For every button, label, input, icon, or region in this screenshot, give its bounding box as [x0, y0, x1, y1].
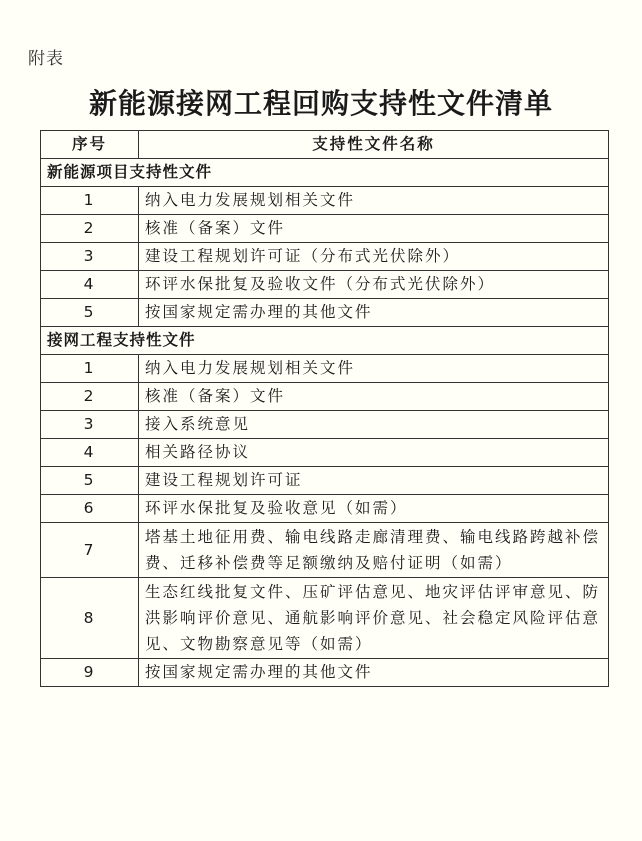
- row-number: 6: [41, 495, 139, 523]
- row-number: 2: [41, 383, 139, 411]
- row-number: 1: [41, 187, 139, 215]
- row-number: 5: [41, 299, 139, 327]
- row-number: 9: [41, 659, 139, 687]
- header-document-name: 支持性文件名称: [139, 131, 609, 159]
- row-text: 环评水保批复及验收意见（如需）: [139, 495, 609, 523]
- table-row: [41, 187, 609, 215]
- row-number: 4: [41, 271, 139, 299]
- page-title: 新能源接网工程回购支持性文件清单: [88, 87, 553, 120]
- row-text: 建设工程规划许可证: [139, 467, 609, 495]
- document-list-table: [40, 130, 609, 687]
- table-row: [41, 243, 609, 271]
- row-number: 3: [41, 243, 139, 271]
- row-text: 建设工程规划许可证（分布式光伏除外）: [139, 243, 609, 271]
- table-row: [41, 215, 609, 243]
- row-text: 生态红线批复文件、压矿评估意见、地灾评估评审意见、防洪影响评价意见、通航影响评价意见、社会稳定风险评估意见、文物勘察意见等（如需）: [139, 578, 609, 659]
- row-text: 纳入电力发展规划相关文件: [139, 355, 609, 383]
- header-number: 序号: [41, 131, 139, 159]
- table-row: [41, 523, 609, 578]
- table-row: [41, 495, 609, 523]
- row-text: 接入系统意见: [139, 411, 609, 439]
- section-title: 新能源项目支持性文件: [41, 159, 609, 187]
- table-row: [41, 467, 609, 495]
- row-text: 核准（备案）文件: [139, 215, 609, 243]
- row-number: 4: [41, 439, 139, 467]
- table-row: [41, 439, 609, 467]
- row-number: 7: [41, 523, 139, 578]
- row-text: 核准（备案）文件: [139, 383, 609, 411]
- table-row: [41, 271, 609, 299]
- table-row: [41, 659, 609, 687]
- table-row: [41, 355, 609, 383]
- table-row: [41, 299, 609, 327]
- section-title: 接网工程支持性文件: [41, 327, 609, 355]
- row-number: 3: [41, 411, 139, 439]
- attachment-label: 附表: [28, 49, 64, 69]
- row-number: 8: [41, 578, 139, 659]
- row-text: 塔基土地征用费、输电线路走廊清理费、输电线路跨越补偿费、迁移补偿费等足额缴纳及赔付证明（如需）: [139, 523, 609, 578]
- row-number: 5: [41, 467, 139, 495]
- row-text: 按国家规定需办理的其他文件: [139, 299, 609, 327]
- section-row-grid: [41, 327, 609, 355]
- table-row: [41, 578, 609, 659]
- row-number: 2: [41, 215, 139, 243]
- row-number: 1: [41, 355, 139, 383]
- row-text: 相关路径协议: [139, 439, 609, 467]
- table-row: [41, 411, 609, 439]
- table-header-row: [41, 131, 609, 159]
- table-row: [41, 383, 609, 411]
- section-row-project: [41, 159, 609, 187]
- row-text: 纳入电力发展规划相关文件: [139, 187, 609, 215]
- row-text: 环评水保批复及验收文件（分布式光伏除外）: [139, 271, 609, 299]
- row-text: 按国家规定需办理的其他文件: [139, 659, 609, 687]
